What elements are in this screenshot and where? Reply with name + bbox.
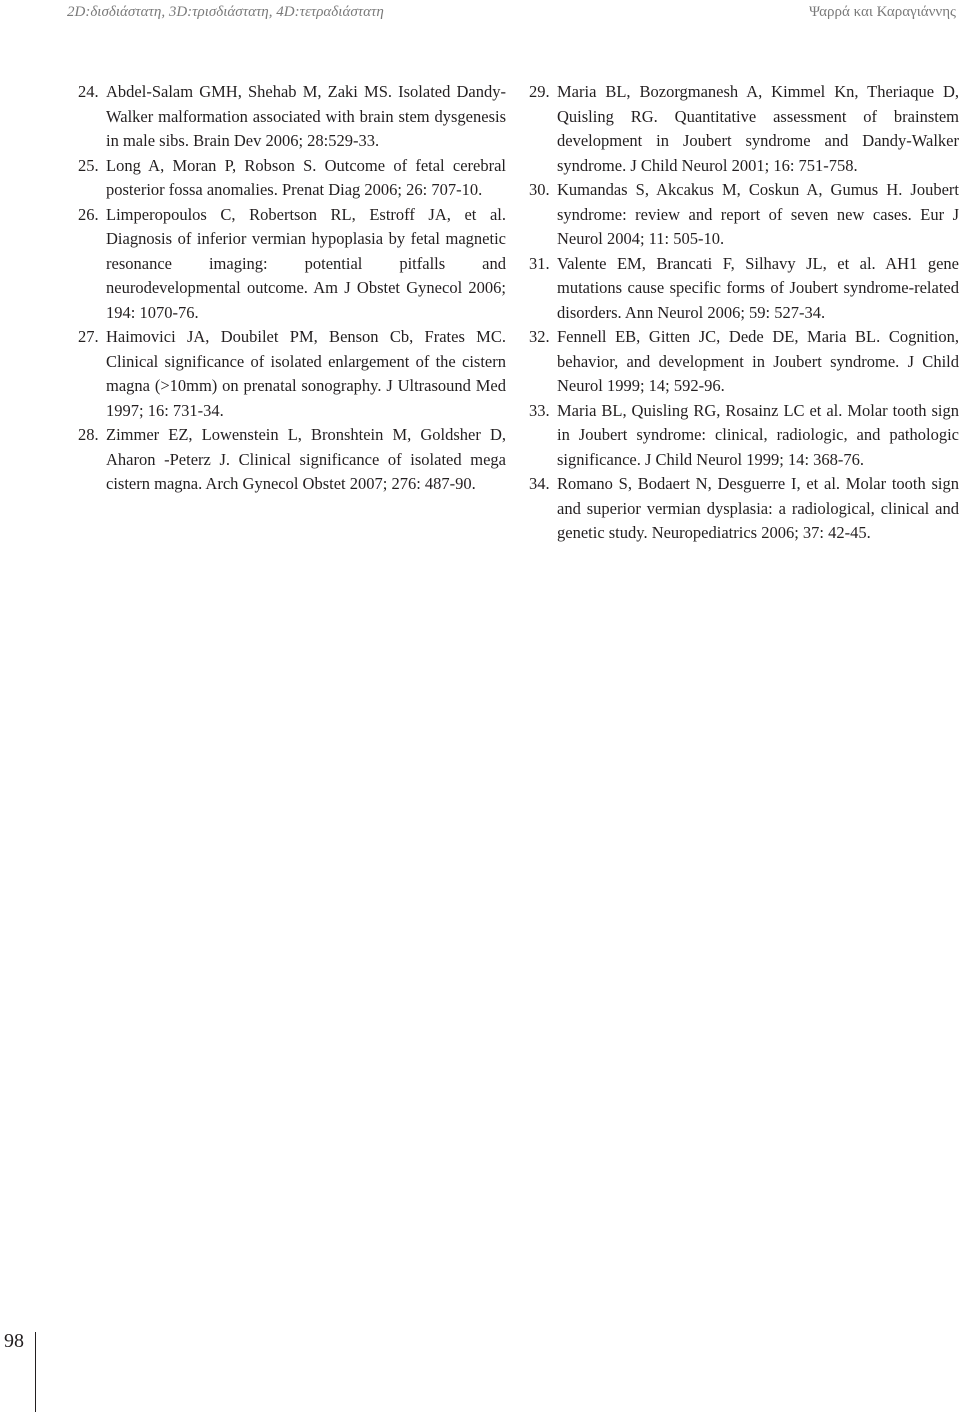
reference-item: [78, 325, 506, 423]
reference-number: 28.: [78, 425, 99, 444]
reference-item: [529, 178, 959, 252]
reference-item: [529, 399, 959, 473]
reference-text: Romano S, Bodaert N, Desguerre I, et al. Molar tooth sign and superior vermian dysplasia: a radiological, clinical and genetic study. Neuropediatrics 2006; 37: 42-45.: [557, 474, 959, 542]
reference-number: 30.: [529, 180, 550, 199]
reference-text: Abdel-Salam GMH, Shehab M, Zaki MS. Isolated Dandy-Walker malformation associated with brain stem dysgenesis in male sibs. Brain Dev 2006; 28:529-33.: [106, 82, 506, 150]
references-right-column: [529, 80, 959, 546]
reference-item: [78, 154, 506, 203]
reference-text: Zimmer EZ, Lowenstein L, Bronshtein M, Goldsher D, Aharon -Peterz J. Clinical significance of isolated mega cistern magna. Arch Gynecol Obstet 2007; 276: 487-90.: [106, 425, 506, 493]
reference-number: 25.: [78, 155, 99, 175]
reference-text: Haimovici JA, Doubilet PM, Benson Cb, Frates MC. Clinical significance of isolated enlargement of the cistern magna (>10mm) on prenatal sonography. J Ultrasound Med 1997; 16: 731-34.: [106, 327, 506, 420]
reference-text: Long A, Moran P, Robson S. Outcome of fetal cerebral posterior fossa anomalies. Prenat Diag 2006; 26: 707-10.: [106, 155, 506, 199]
reference-item: [529, 325, 959, 399]
reference-text: Kumandas S, Akcakus M, Coskun A, Gumus H. Joubert syndrome: review and report of seven new cases. Eur J Neurol 2004; 11: 505-10.: [557, 180, 959, 248]
running-header-right: Ψαρρά και Καραγιάννης: [809, 4, 956, 20]
reference-item: [78, 423, 506, 497]
reference-number: 32.: [529, 327, 550, 346]
reference-item: [78, 203, 506, 326]
running-header-left: 2D:δισδιάστατη, 3D:τρισδιάστατη, 4D:τετραδιάστατη: [67, 4, 384, 20]
reference-number: 34.: [529, 474, 550, 493]
page-number: 98: [4, 1330, 24, 1352]
references-left-column: [78, 80, 506, 497]
running-header: [0, 4, 960, 24]
reference-item: [529, 80, 959, 178]
reference-number: 27.: [78, 327, 99, 346]
reference-item: [529, 472, 959, 546]
reference-text: Maria BL, Quisling RG, Rosainz LC et al. Molar tooth sign in Joubert syndrome: clinical, radiologic, and pathologic significance. J Child Neurol 1999; 14: 368-76.: [557, 400, 959, 469]
reference-item: [529, 252, 959, 326]
reference-text: Fennell EB, Gitten JC, Dede DE, Maria BL. Cognition, behavior, and development in Joubert syndrome. J Child Neurol 1999; 14; 592-96.: [557, 327, 959, 395]
reference-number: 29.: [529, 82, 550, 101]
reference-text: Valente EM, Brancati F, Silhavy JL, et al. AH1 gene mutations cause specific forms of Joubert syndrome-related disorders. Ann Neurol 2006; 59: 527-34.: [557, 253, 959, 322]
folio-divider: [35, 1332, 36, 1412]
reference-item: [78, 80, 506, 154]
reference-number: 24.: [78, 82, 99, 101]
reference-number: 31.: [529, 253, 550, 273]
reference-number: 26.: [78, 204, 99, 224]
reference-text: Limperopoulos C, Robertson RL, Estroff JA, et al. Diagnosis of inferior vermian hypoplasia by fetal magnetic resonance imaging: potential pitfalls and neurodevelopmental outcome. Am J Obstet Gynecol 2006; 194: 1070-76.: [106, 204, 506, 322]
reference-text: Maria BL, Bozorgmanesh A, Kimmel Kn, Theriaque D, Quisling RG. Quantitative assessment of brainstem development in Joubert syndrome and Dandy-Walker syndrome. J Child Neurol 2001; 16: 751-758.: [557, 82, 959, 175]
reference-number: 33.: [529, 400, 550, 420]
